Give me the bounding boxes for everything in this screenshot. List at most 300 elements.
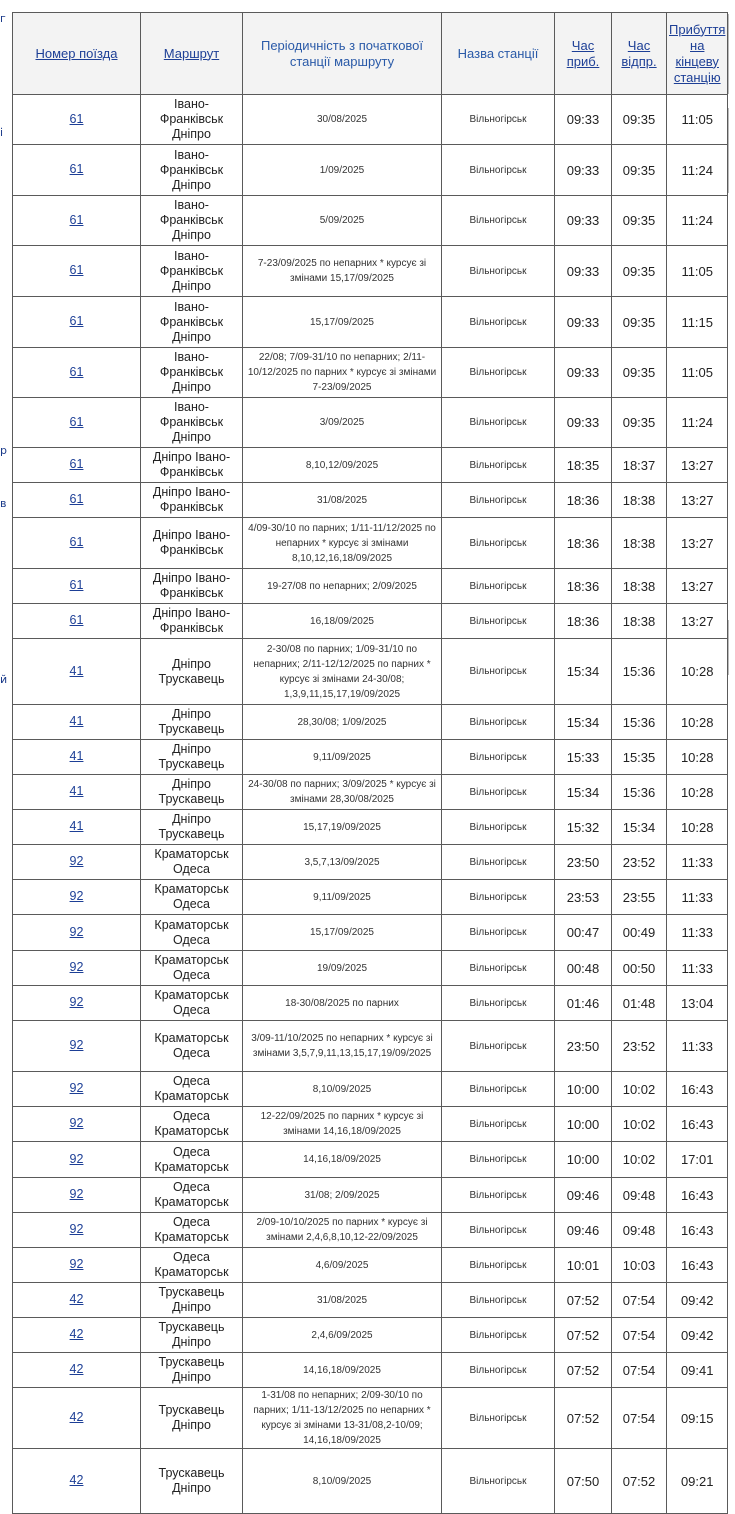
train-number-cell — [13, 518, 141, 569]
arrival-time-cell: 18:36 — [555, 518, 612, 569]
train-number-cell — [13, 569, 141, 604]
arrival-time-cell: 23:53 — [555, 880, 612, 915]
route-cell: Дніпро Трускавець — [141, 810, 243, 845]
arrival-time-cell: 09:33 — [555, 196, 612, 246]
schedule-table — [12, 12, 728, 1514]
table-row — [13, 1318, 728, 1353]
route-cell: Івано-Франківськ Дніпро — [141, 348, 243, 398]
route-cell: Дніпро Трускавець — [141, 740, 243, 775]
departure-time-cell: 09:35 — [612, 348, 667, 398]
route-cell: Трускавець Дніпро — [141, 1318, 243, 1353]
header-final-arrival[interactable] — [667, 13, 728, 95]
train-number-cell — [13, 398, 141, 448]
periodicity-cell: 7-23/09/2025 по непарних * курсує зі змінами 15,17/09/2025 — [243, 246, 442, 297]
final-arrival-cell: 10:28 — [667, 639, 728, 705]
arrival-time-cell: 18:36 — [555, 604, 612, 639]
arrival-time-cell: 09:33 — [555, 145, 612, 196]
departure-time-cell: 15:36 — [612, 775, 667, 810]
departure-time-cell: 09:35 — [612, 398, 667, 448]
final-arrival-cell: 11:33 — [667, 915, 728, 951]
station-cell: Вільногірськ — [442, 398, 555, 448]
train-number-link[interactable]: 92 — [69, 1151, 84, 1166]
arrival-time-cell: 01:46 — [555, 986, 612, 1021]
periodicity-cell: 31/08/2025 — [243, 483, 442, 518]
station-cell: Вільногірськ — [442, 810, 555, 845]
periodicity-cell: 1-31/08 по непарних; 2/09-30/10 по парних; 1/11-13/12/2025 по непарних * курсує зі змінами 13-31/08,2-10/09; 14,16,18/09/2025 — [243, 1388, 442, 1449]
final-arrival-cell: 10:28 — [667, 810, 728, 845]
left-fragment-char: в — [0, 497, 7, 510]
train-number-cell — [13, 845, 141, 880]
train-number-link[interactable]: 61 — [69, 263, 84, 277]
train-number-cell — [13, 196, 141, 246]
periodicity-cell: 1/09/2025 — [243, 145, 442, 196]
table-row — [13, 705, 728, 740]
left-fragment-char: р — [0, 444, 7, 457]
train-number-cell — [13, 705, 141, 740]
station-cell: Вільногірськ — [442, 1142, 555, 1178]
train-number-link[interactable]: 92 — [69, 995, 84, 1009]
arrival-time-cell: 10:00 — [555, 1072, 612, 1107]
arrival-time-cell: 15:34 — [555, 639, 612, 705]
departure-time-cell: 00:50 — [612, 951, 667, 986]
train-number-link[interactable]: 92 — [69, 960, 84, 974]
route-cell: Дніпро Івано-Франківськ — [141, 569, 243, 604]
train-number-cell — [13, 810, 141, 845]
train-number-cell — [13, 1318, 141, 1353]
final-arrival-cell: 11:33 — [667, 845, 728, 880]
train-number-cell — [13, 1248, 141, 1283]
final-arrival-cell: 16:43 — [667, 1248, 728, 1283]
station-cell: Вільногірськ — [442, 569, 555, 604]
periodicity-cell: 8,10/09/2025 — [243, 1449, 442, 1514]
periodicity-cell: 15,17,19/09/2025 — [243, 810, 442, 845]
final-arrival-cell: 11:05 — [667, 95, 728, 145]
train-number-link[interactable]: 42 — [69, 1473, 84, 1487]
right-page-fragment — [728, 0, 735, 1509]
sort-train-number-link[interactable]: Номер поїзда — [35, 45, 118, 61]
train-number-link[interactable]: 41 — [69, 784, 84, 798]
train-number-link[interactable]: 92 — [69, 1222, 84, 1236]
train-number-link[interactable]: 61 — [69, 212, 84, 227]
table-row — [13, 1021, 728, 1072]
departure-time-cell: 09:35 — [612, 95, 667, 145]
periodicity-cell: 4,6/09/2025 — [243, 1248, 442, 1283]
route-cell: Дніпро Івано-Франківськ — [141, 518, 243, 569]
train-number-link[interactable]: 42 — [69, 1292, 84, 1306]
table-row — [13, 810, 728, 845]
table-row — [13, 1178, 728, 1213]
route-cell: Краматорськ Одеса — [141, 915, 243, 951]
arrival-time-cell: 15:32 — [555, 810, 612, 845]
final-arrival-cell: 09:42 — [667, 1318, 728, 1353]
final-arrival-cell: 11:05 — [667, 246, 728, 297]
periodicity-cell: 19-27/08 по непарних; 2/09/2025 — [243, 569, 442, 604]
station-cell: Вільногірськ — [442, 483, 555, 518]
departure-time-cell: 10:02 — [612, 1072, 667, 1107]
departure-time-cell: 15:35 — [612, 740, 667, 775]
final-arrival-cell: 11:33 — [667, 951, 728, 986]
table-row — [13, 246, 728, 297]
station-cell: Вільногірськ — [442, 1248, 555, 1283]
arrival-time-cell: 10:01 — [555, 1248, 612, 1283]
periodicity-cell: 8,10/09/2025 — [243, 1072, 442, 1107]
departure-time-cell: 18:38 — [612, 569, 667, 604]
departure-time-cell: 10:02 — [612, 1142, 667, 1178]
train-number-link[interactable]: 92 — [69, 889, 84, 903]
train-number-link[interactable]: 42 — [69, 1327, 84, 1341]
arrival-time-cell: 15:33 — [555, 740, 612, 775]
train-number-cell — [13, 1213, 141, 1248]
route-cell: Одеса Краматорськ — [141, 1142, 243, 1178]
train-number-cell — [13, 297, 141, 348]
train-number-link[interactable]: 61 — [69, 457, 84, 471]
route-cell: Краматорськ Одеса — [141, 845, 243, 880]
route-cell: Дніпро Трускавець — [141, 775, 243, 810]
final-arrival-cell: 16:43 — [667, 1213, 728, 1248]
train-number-link[interactable]: 41 — [69, 663, 84, 678]
table-row — [13, 398, 728, 448]
final-arrival-cell: 11:24 — [667, 196, 728, 246]
train-number-link[interactable]: 61 — [69, 535, 84, 549]
train-number-link[interactable]: 41 — [69, 819, 84, 833]
station-cell: Вільногірськ — [442, 1353, 555, 1388]
departure-time-cell: 15:36 — [612, 705, 667, 740]
station-cell: Вільногірськ — [442, 775, 555, 810]
train-number-cell — [13, 880, 141, 915]
final-arrival-cell: 13:04 — [667, 986, 728, 1021]
route-cell: Трускавець Дніпро — [141, 1353, 243, 1388]
station-cell: Вільногірськ — [442, 196, 555, 246]
departure-time-cell: 09:35 — [612, 297, 667, 348]
sort-arrival-link[interactable]: Час приб. — [566, 37, 600, 69]
train-number-cell — [13, 1107, 141, 1142]
route-cell: Одеса Краматорськ — [141, 1178, 243, 1213]
header-route[interactable] — [141, 13, 243, 95]
arrival-time-cell: 09:33 — [555, 95, 612, 145]
periodicity-cell: 4/09-30/10 по парних; 1/11-11/12/2025 по непарних * курсує зі змінами 8,10,12,16,18/09/2025 — [243, 518, 442, 569]
station-cell: Вільногірськ — [442, 740, 555, 775]
train-number-cell — [13, 1283, 141, 1318]
route-cell: Івано-Франківськ Дніпро — [141, 196, 243, 246]
departure-time-cell: 07:54 — [612, 1283, 667, 1318]
arrival-time-cell: 00:48 — [555, 951, 612, 986]
station-cell: Вільногірськ — [442, 1178, 555, 1213]
table-row — [13, 1388, 728, 1449]
periodicity-cell: 12-22/09/2025 по парних * курсує зі змінами 14,16,18/09/2025 — [243, 1107, 442, 1142]
final-arrival-cell: 16:43 — [667, 1107, 728, 1142]
arrival-time-cell: 07:52 — [555, 1318, 612, 1353]
train-number-cell — [13, 986, 141, 1021]
final-arrival-cell: 13:27 — [667, 569, 728, 604]
table-row — [13, 1213, 728, 1248]
route-cell: Івано-Франківськ Дніпро — [141, 246, 243, 297]
periodicity-cell: 2,4,6/09/2025 — [243, 1318, 442, 1353]
route-cell: Одеса Краматорськ — [141, 1213, 243, 1248]
table-row — [13, 880, 728, 915]
periodicity-cell: 2-30/08 по парних; 1/09-31/10 по непарних; 2/11-12/12/2025 по парних * курсує зі змінами 24-30/08; 1,3,9,11,15,17,19/09/2025 — [243, 639, 442, 705]
train-number-link[interactable]: 92 — [69, 1081, 84, 1095]
final-arrival-cell: 09:41 — [667, 1353, 728, 1388]
periodicity-cell: 14,16,18/09/2025 — [243, 1353, 442, 1388]
train-number-link[interactable]: 41 — [69, 749, 84, 763]
final-arrival-cell: 09:42 — [667, 1283, 728, 1318]
train-number-cell — [13, 775, 141, 810]
periodicity-cell: 15,17/09/2025 — [243, 915, 442, 951]
departure-time-cell: 18:38 — [612, 604, 667, 639]
periodicity-cell: 3/09-11/10/2025 по непарних * курсує зі змінами 3,5,7,9,11,13,15,17,19/09/2025 — [243, 1021, 442, 1072]
station-cell: Вільногірськ — [442, 448, 555, 483]
arrival-time-cell: 09:33 — [555, 246, 612, 297]
train-number-link[interactable]: 92 — [69, 924, 84, 939]
table-row — [13, 951, 728, 986]
final-arrival-cell: 13:27 — [667, 604, 728, 639]
departure-time-cell: 09:35 — [612, 196, 667, 246]
table-row — [13, 639, 728, 705]
train-number-cell — [13, 448, 141, 483]
departure-time-cell: 18:37 — [612, 448, 667, 483]
train-number-link[interactable]: 92 — [69, 854, 84, 868]
route-cell: Івано-Франківськ Дніпро — [141, 145, 243, 196]
train-number-link[interactable]: 42 — [69, 1410, 84, 1424]
periodicity-cell: 3/09/2025 — [243, 398, 442, 448]
station-cell: Вільногірськ — [442, 845, 555, 880]
periodicity-cell: 15,17/09/2025 — [243, 297, 442, 348]
sort-departure-link[interactable]: Час відпр. — [621, 37, 657, 69]
station-cell: Вільногірськ — [442, 1021, 555, 1072]
train-number-cell — [13, 1021, 141, 1072]
final-arrival-cell: 10:28 — [667, 705, 728, 740]
table-header-row — [13, 13, 728, 95]
train-number-link[interactable]: 42 — [69, 1362, 84, 1376]
route-cell: Краматорськ Одеса — [141, 986, 243, 1021]
periodicity-cell: 3,5,7,13/09/2025 — [243, 845, 442, 880]
departure-time-cell: 00:49 — [612, 915, 667, 951]
header-train-number[interactable] — [13, 13, 141, 95]
periodicity-cell: 16,18/09/2025 — [243, 604, 442, 639]
train-number-cell — [13, 639, 141, 705]
table-row — [13, 348, 728, 398]
table-row — [13, 775, 728, 810]
table-row — [13, 297, 728, 348]
final-arrival-cell: 11:24 — [667, 398, 728, 448]
arrival-time-cell: 15:34 — [555, 775, 612, 810]
station-cell: Вільногірськ — [442, 915, 555, 951]
route-cell: Дніпро Трускавець — [141, 705, 243, 740]
table-row — [13, 196, 728, 246]
station-cell: Вільногірськ — [442, 1072, 555, 1107]
header-departure[interactable] — [612, 13, 667, 95]
final-arrival-cell: 13:27 — [667, 483, 728, 518]
train-number-link[interactable]: 61 — [69, 162, 84, 176]
arrival-time-cell: 18:36 — [555, 569, 612, 604]
route-cell: Трускавець Дніпро — [141, 1449, 243, 1514]
table-row — [13, 604, 728, 639]
table-row — [13, 569, 728, 604]
left-fragment-char: і — [0, 126, 4, 139]
train-number-cell — [13, 1178, 141, 1213]
arrival-time-cell: 07:52 — [555, 1283, 612, 1318]
table-row — [13, 145, 728, 196]
station-cell: Вільногірськ — [442, 1449, 555, 1514]
periodicity-cell: 19/09/2025 — [243, 951, 442, 986]
train-number-link[interactable]: 41 — [69, 714, 84, 728]
train-number-cell — [13, 1072, 141, 1107]
route-cell: Трускавець Дніпро — [141, 1283, 243, 1318]
departure-time-cell: 10:02 — [612, 1107, 667, 1142]
departure-time-cell: 09:35 — [612, 145, 667, 196]
departure-time-cell: 23:55 — [612, 880, 667, 915]
station-cell: Вільногірськ — [442, 95, 555, 145]
periodicity-cell: 2/09-10/10/2025 по парних * курсує зі змінами 2,4,6,8,10,12-22/09/2025 — [243, 1213, 442, 1248]
table-row — [13, 518, 728, 569]
final-arrival-cell: 13:27 — [667, 448, 728, 483]
train-number-link[interactable]: 61 — [69, 492, 84, 506]
station-cell: Вільногірськ — [442, 297, 555, 348]
station-cell: Вільногірськ — [442, 246, 555, 297]
train-number-cell — [13, 1142, 141, 1178]
arrival-time-cell: 07:52 — [555, 1388, 612, 1449]
departure-time-cell: 07:54 — [612, 1388, 667, 1449]
train-number-link[interactable]: 61 — [69, 364, 84, 379]
train-number-cell — [13, 740, 141, 775]
arrival-time-cell: 07:50 — [555, 1449, 612, 1514]
train-number-cell — [13, 951, 141, 986]
departure-time-cell: 09:48 — [612, 1213, 667, 1248]
route-cell: Одеса Краматорськ — [141, 1072, 243, 1107]
train-number-cell — [13, 246, 141, 297]
arrival-time-cell: 15:34 — [555, 705, 612, 740]
station-cell: Вільногірськ — [442, 1213, 555, 1248]
table-row — [13, 740, 728, 775]
periodicity-cell: 31/08; 2/09/2025 — [243, 1178, 442, 1213]
train-number-cell — [13, 1449, 141, 1514]
table-row — [13, 1283, 728, 1318]
sort-route-link[interactable]: Маршрут — [163, 45, 220, 61]
arrival-time-cell: 09:46 — [555, 1178, 612, 1213]
route-cell: Одеса Краматорськ — [141, 1107, 243, 1142]
route-cell: Дніпро Івано-Франківськ — [141, 448, 243, 483]
train-number-link[interactable]: 92 — [69, 1257, 84, 1271]
train-number-link[interactable]: 61 — [69, 414, 84, 429]
route-cell: Краматорськ Одеса — [141, 880, 243, 915]
final-arrival-cell: 16:43 — [667, 1178, 728, 1213]
departure-time-cell: 09:48 — [612, 1178, 667, 1213]
train-number-cell — [13, 1388, 141, 1449]
departure-time-cell: 15:36 — [612, 639, 667, 705]
departure-time-cell: 01:48 — [612, 986, 667, 1021]
arrival-time-cell: 09:33 — [555, 398, 612, 448]
arrival-time-cell: 18:36 — [555, 483, 612, 518]
departure-time-cell: 23:52 — [612, 1021, 667, 1072]
train-number-cell — [13, 604, 141, 639]
departure-time-cell: 07:52 — [612, 1449, 667, 1514]
departure-time-cell: 18:38 — [612, 518, 667, 569]
periodicity-cell: 9,11/09/2025 — [243, 880, 442, 915]
left-fragment-char: г — [0, 12, 6, 25]
sort-final-arrival-link[interactable]: Прибуття на кінцеву станцію — [669, 21, 726, 85]
train-number-cell — [13, 1353, 141, 1388]
station-cell: Вільногірськ — [442, 639, 555, 705]
arrival-time-cell: 07:52 — [555, 1353, 612, 1388]
periodicity-cell: 31/08/2025 — [243, 1283, 442, 1318]
train-number-link[interactable]: 61 — [69, 578, 84, 592]
left-page-fragment — [0, 0, 12, 1509]
route-cell: Краматорськ Одеса — [141, 1021, 243, 1072]
periodicity-cell: 5/09/2025 — [243, 196, 442, 246]
arrival-time-cell: 09:33 — [555, 348, 612, 398]
table-row — [13, 986, 728, 1021]
station-cell: Вільногірськ — [442, 348, 555, 398]
final-arrival-cell: 11:33 — [667, 1021, 728, 1072]
header-station: Назва станції — [442, 13, 555, 95]
station-cell: Вільногірськ — [442, 951, 555, 986]
train-number-link[interactable]: 92 — [69, 1116, 84, 1130]
periodicity-cell: 22/08; 7/09-31/10 по непарних; 2/11-10/12/2025 по парних * курсує зі змінами 7-23/09/2025 — [243, 348, 442, 398]
final-arrival-cell: 11:24 — [667, 145, 728, 196]
arrival-time-cell: 23:50 — [555, 1021, 612, 1072]
route-cell: Дніпро Івано-Франківськ — [141, 604, 243, 639]
train-number-cell — [13, 915, 141, 951]
table-row — [13, 1072, 728, 1107]
departure-time-cell: 10:03 — [612, 1248, 667, 1283]
header-arrival[interactable] — [555, 13, 612, 95]
final-arrival-cell: 13:27 — [667, 518, 728, 569]
final-arrival-cell: 17:01 — [667, 1142, 728, 1178]
periodicity-cell: 28,30/08; 1/09/2025 — [243, 705, 442, 740]
table-row — [13, 1107, 728, 1142]
route-cell: Дніпро Івано-Франківськ — [141, 483, 243, 518]
route-cell: Івано-Франківськ Дніпро — [141, 297, 243, 348]
periodicity-cell: 30/08/2025 — [243, 95, 442, 145]
periodicity-cell: 24-30/08 по парних; 3/09/2025 * курсує зі змінами 28,30/08/2025 — [243, 775, 442, 810]
train-number-link[interactable]: 61 — [69, 111, 84, 126]
periodicity-cell: 9,11/09/2025 — [243, 740, 442, 775]
departure-time-cell: 07:54 — [612, 1318, 667, 1353]
table-row — [13, 448, 728, 483]
arrival-time-cell: 10:00 — [555, 1107, 612, 1142]
route-cell: Трускавець Дніпро — [141, 1388, 243, 1449]
train-number-cell — [13, 483, 141, 518]
final-arrival-cell: 11:05 — [667, 348, 728, 398]
table-row — [13, 845, 728, 880]
arrival-time-cell: 00:47 — [555, 915, 612, 951]
final-arrival-cell: 09:21 — [667, 1449, 728, 1514]
arrival-time-cell: 23:50 — [555, 845, 612, 880]
final-arrival-cell: 11:33 — [667, 880, 728, 915]
route-cell: Дніпро Трускавець — [141, 639, 243, 705]
final-arrival-cell: 10:28 — [667, 740, 728, 775]
departure-time-cell: 15:34 — [612, 810, 667, 845]
train-number-cell — [13, 145, 141, 196]
train-number-cell — [13, 348, 141, 398]
train-number-link[interactable]: 61 — [69, 613, 84, 627]
station-cell: Вільногірськ — [442, 604, 555, 639]
train-number-link[interactable]: 92 — [69, 1038, 84, 1052]
train-number-link[interactable]: 61 — [69, 314, 84, 328]
route-cell: Краматорськ Одеса — [141, 951, 243, 986]
route-cell: Івано-Франківськ Дніпро — [141, 95, 243, 145]
station-cell: Вільногірськ — [442, 705, 555, 740]
station-cell: Вільногірськ — [442, 145, 555, 196]
station-cell: Вільногірськ — [442, 1388, 555, 1449]
departure-time-cell: 09:35 — [612, 246, 667, 297]
departure-time-cell: 07:54 — [612, 1353, 667, 1388]
route-cell: Івано-Франківськ Дніпро — [141, 398, 243, 448]
departure-time-cell: 23:52 — [612, 845, 667, 880]
table-row — [13, 1449, 728, 1514]
train-number-link[interactable]: 92 — [69, 1187, 84, 1201]
station-cell: Вільногірськ — [442, 1107, 555, 1142]
